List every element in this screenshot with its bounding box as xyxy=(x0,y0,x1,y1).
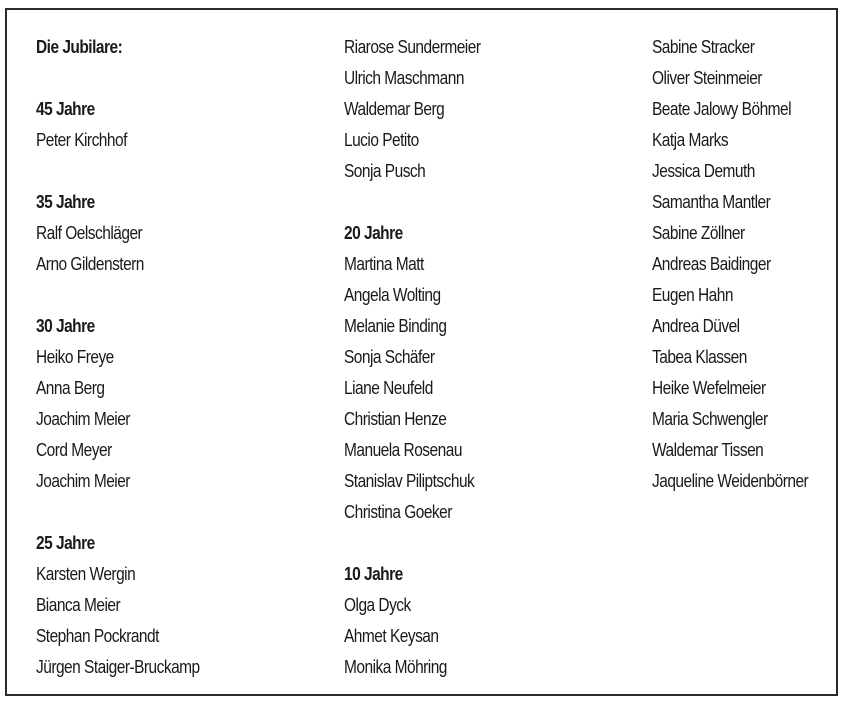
jubilarian-name: Katja Marks xyxy=(652,130,729,150)
jubilarian-name: Bianca Meier xyxy=(36,595,121,615)
jubilarian-name: Martina Matt xyxy=(344,254,424,274)
section-heading: 30 Jahre xyxy=(36,316,95,336)
jubilarian-name: Melanie Binding xyxy=(344,316,447,336)
jubilarian-name: Liane Neufeld xyxy=(344,378,433,398)
jubilarian-name: Andrea Düvel xyxy=(652,316,740,336)
jubilarian-name: Heiko Freye xyxy=(36,347,114,367)
column-3 xyxy=(652,32,834,497)
jubilarian-name: Joachim Meier xyxy=(36,409,130,429)
jubilarian-name: Anna Berg xyxy=(36,378,105,398)
section-heading: 25 Jahre xyxy=(36,533,95,553)
jubilarian-name: Ahmet Keysan xyxy=(344,626,439,646)
jubilarian-name: Christian Henze xyxy=(344,409,447,429)
jubilarian-name: Olga Dyck xyxy=(344,595,411,615)
jubilarian-name: Karsten Wergin xyxy=(36,564,136,584)
jubilarian-name: Maria Schwengler xyxy=(652,409,768,429)
spacer xyxy=(36,156,200,187)
jubilarian-name: Samantha Mantler xyxy=(652,192,771,212)
spacer xyxy=(36,63,200,94)
jubilarian-name: Peter Kirchhof xyxy=(36,130,127,150)
jubilarian-name: Eugen Hahn xyxy=(652,285,733,305)
jubilarian-name: Andreas Baidinger xyxy=(652,254,771,274)
jubilee-list-frame xyxy=(5,8,838,696)
jubilarian-name: Arno Gildenstern xyxy=(36,254,144,274)
spacer xyxy=(36,497,200,528)
section-heading: 20 Jahre xyxy=(344,223,403,243)
jubilarian-name: Manuela Rosenau xyxy=(344,440,462,460)
jubilarian-name: Sonja Pusch xyxy=(344,161,426,181)
jubilarian-name: Riarose Sundermeier xyxy=(344,37,481,57)
jubilarian-name: Sabine Stracker xyxy=(652,37,755,57)
jubilarian-name: Heike Wefelmeier xyxy=(652,378,766,398)
jubilarian-name: Ralf Oelschläger xyxy=(36,223,143,243)
section-heading: 45 Jahre xyxy=(36,99,95,119)
jubilarian-name: Joachim Meier xyxy=(36,471,130,491)
jubilarian-name: Beate Jalowy Böhmel xyxy=(652,99,792,119)
spacer xyxy=(344,528,480,559)
jubilarian-name: Oliver Steinmeier xyxy=(652,68,762,88)
jubilarian-name: Lucio Petito xyxy=(344,130,419,150)
section-heading: 10 Jahre xyxy=(344,564,403,584)
jubilarian-name: Christina Goeker xyxy=(344,502,452,522)
section-heading: 35 Jahre xyxy=(36,192,95,212)
jubilarian-name: Waldemar Tissen xyxy=(652,440,764,460)
jubilarian-name: Jürgen Staiger-Bruckamp xyxy=(36,657,200,677)
jubilarian-name: Tabea Klassen xyxy=(652,347,747,367)
spacer xyxy=(344,187,480,218)
section-heading: Die Jubilare: xyxy=(36,37,123,57)
jubilarian-name: Sonja Schäfer xyxy=(344,347,435,367)
column-2 xyxy=(344,32,503,683)
jubilarian-name: Stephan Pockrandt xyxy=(36,626,159,646)
jubilarian-name: Jessica Demuth xyxy=(652,161,755,181)
jubilarian-name: Stanislav Piliptschuk xyxy=(344,471,475,491)
jubilarian-name: Jaqueline Weidenbörner xyxy=(652,471,809,491)
jubilarian-name: Ulrich Maschmann xyxy=(344,68,464,88)
spacer xyxy=(36,280,200,311)
jubilarian-name: Waldemar Berg xyxy=(344,99,445,119)
jubilarian-name: Sabine Zöllner xyxy=(652,223,745,243)
column-1 xyxy=(36,32,226,683)
jubilarian-name: Monika Möhring xyxy=(344,657,447,677)
jubilarian-name: Cord Meyer xyxy=(36,440,112,460)
jubilarian-name: Angela Wolting xyxy=(344,285,441,305)
